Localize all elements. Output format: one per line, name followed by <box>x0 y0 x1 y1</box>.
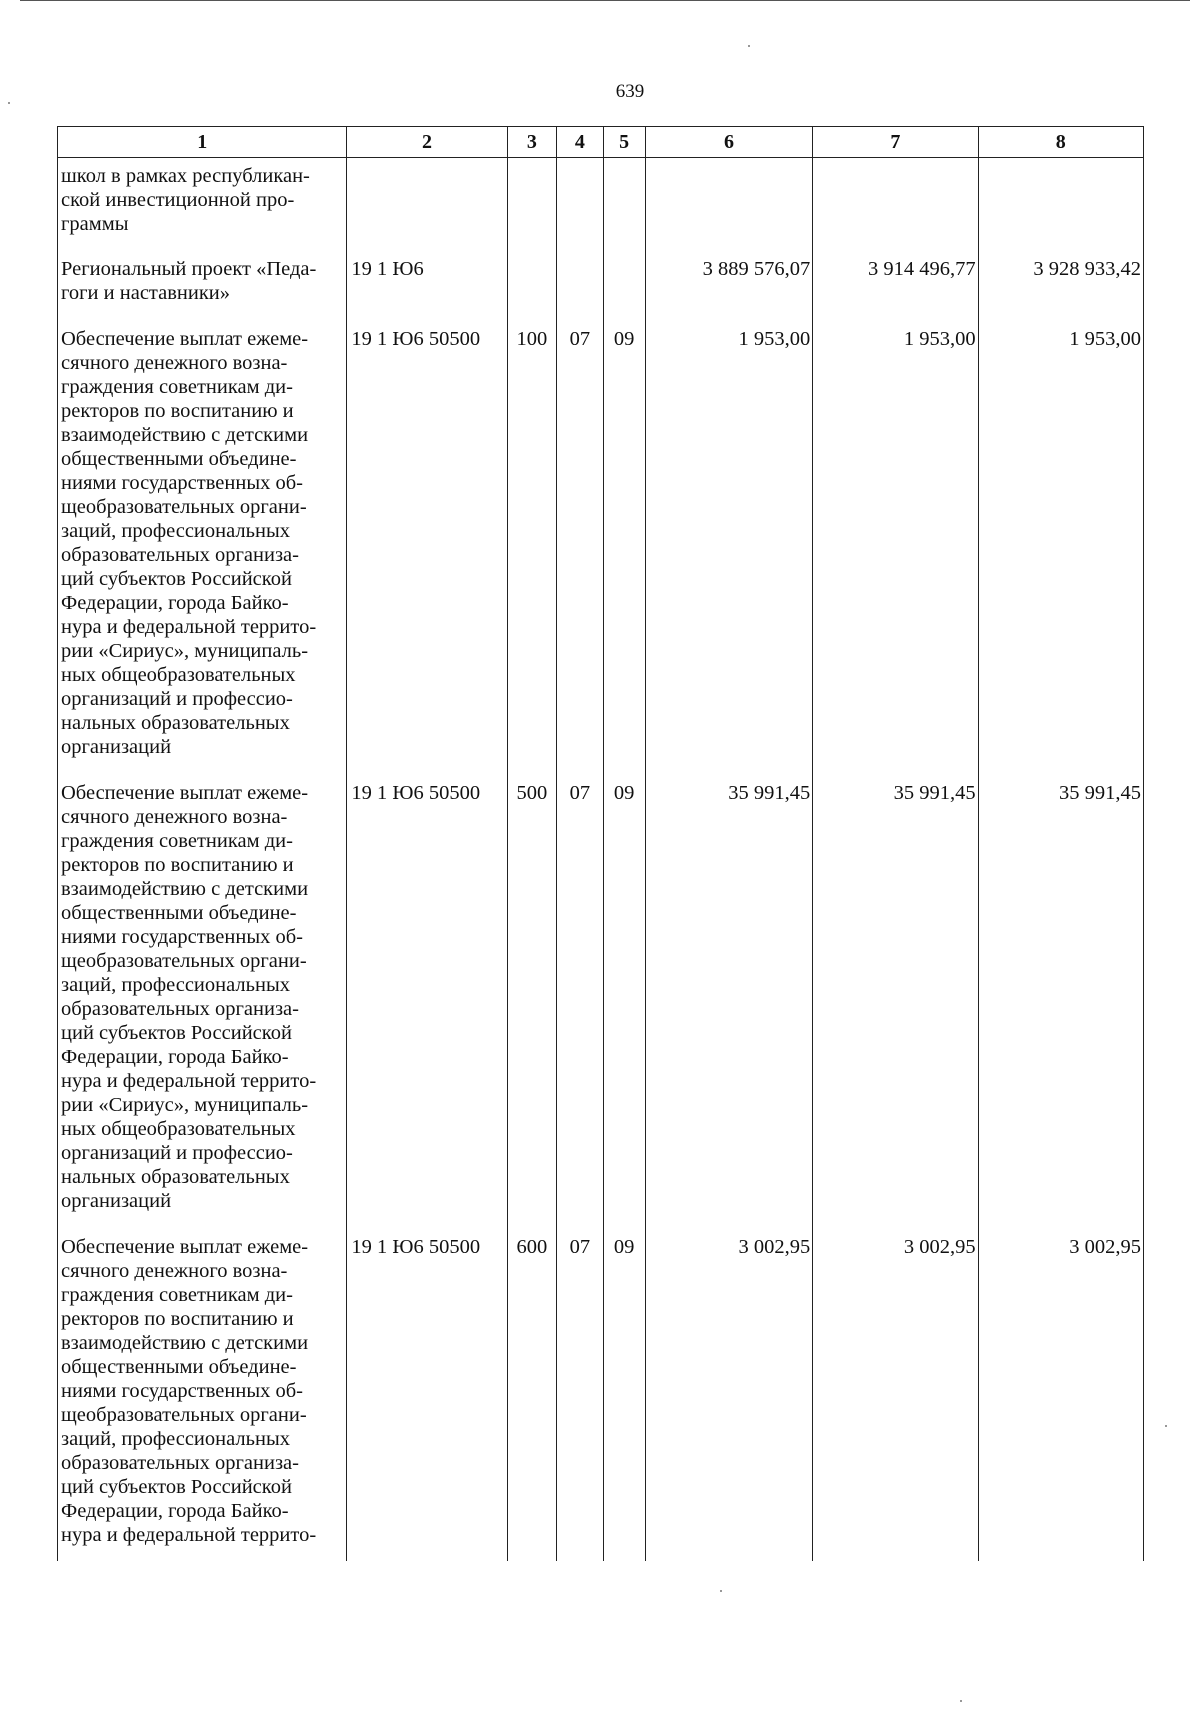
column-header: 2 <box>347 127 507 158</box>
item-name-line: нура и федеральной террито- <box>61 1070 317 1092</box>
item-name-line: общественными объедине- <box>61 902 297 924</box>
expense-type-cell: 100 <box>507 327 556 781</box>
item-name-line: заций, профессиональных <box>61 520 290 542</box>
item-name-line: заций, профессиональных <box>61 974 290 996</box>
item-name-line: рии «Сириус», муниципаль- <box>61 1094 309 1116</box>
amount-year1-cell: 35 991,45 <box>645 781 812 1235</box>
item-name-line: школ в рамках республикан- <box>61 165 310 187</box>
item-name-cell <box>58 257 347 327</box>
item-name-line: Федерации, города Байко- <box>61 592 289 614</box>
header-row <box>58 127 1144 158</box>
amount-year2-cell: 35 991,45 <box>813 781 978 1235</box>
expense-type-cell: 600 <box>507 1235 556 1561</box>
item-name-line: щеобразовательных органи- <box>61 496 307 518</box>
item-name-line: ных общеобразовательных <box>61 1118 296 1140</box>
item-name-line: ций субъектов Российской <box>61 1022 292 1044</box>
section-cell: 07 <box>557 327 603 781</box>
amount-year1-cell: 3 002,95 <box>645 1235 812 1561</box>
item-name-line: сячного денежного возна- <box>61 1260 288 1282</box>
item-name-line: образовательных организа- <box>61 998 299 1020</box>
item-name-cell <box>58 781 347 1235</box>
amount-year2-cell: 1 953,00 <box>813 327 978 781</box>
item-name-line: ниями государственных об- <box>61 472 303 494</box>
amount-year1-cell <box>645 158 812 258</box>
budget-code-cell: 19 1 Ю6 50500 <box>347 1235 507 1561</box>
item-name-line: Обеспечение выплат ежеме- <box>61 328 309 350</box>
expense-type-cell <box>507 158 556 258</box>
subsection-cell: 09 <box>603 781 645 1235</box>
item-name-line: нальных образовательных <box>61 712 290 734</box>
item-name-line: образовательных организа- <box>61 544 299 566</box>
item-name-line: взаимодействию с детскими <box>61 1332 309 1354</box>
item-name-line: ных общеобразовательных <box>61 664 296 686</box>
item-name-line: нура и федеральной террито- <box>61 1524 317 1546</box>
budget-code-cell <box>347 158 507 258</box>
column-header: 1 <box>58 127 347 158</box>
table-row <box>58 781 1144 1235</box>
amount-year3-cell <box>978 158 1143 258</box>
item-name-cell <box>58 327 347 781</box>
item-name-line: граждения советникам ди- <box>61 1284 293 1306</box>
page-number: 639 <box>615 81 645 102</box>
subsection-cell: 09 <box>603 1235 645 1561</box>
section-cell: 07 <box>557 781 603 1235</box>
scan-speck <box>8 102 10 104</box>
item-name-line: нальных образовательных <box>61 1166 290 1188</box>
budget-code-cell: 19 1 Ю6 <box>347 257 507 327</box>
amount-year2-cell <box>813 158 978 258</box>
item-name-line: взаимодействию с детскими <box>61 424 309 446</box>
item-name-line: сячного денежного возна- <box>61 352 288 374</box>
table-body <box>58 158 1144 1562</box>
item-name-line: гоги и наставники» <box>61 282 231 304</box>
item-name-line: ниями государственных об- <box>61 926 303 948</box>
item-name-line: ций субъектов Российской <box>61 568 292 590</box>
column-header: 6 <box>645 127 812 158</box>
scan-speck <box>748 45 750 47</box>
table-row <box>58 257 1144 327</box>
item-name-line: ниями государственных об- <box>61 1380 303 1402</box>
subsection-cell <box>603 257 645 327</box>
column-header: 7 <box>813 127 978 158</box>
amount-year3-cell: 35 991,45 <box>978 781 1143 1235</box>
amount-year1-cell: 3 889 576,07 <box>645 257 812 327</box>
item-name-line: организаций и профессио- <box>61 1142 293 1164</box>
column-header: 8 <box>978 127 1143 158</box>
table-row <box>58 158 1144 258</box>
item-name-line: щеобразовательных органи- <box>61 950 307 972</box>
amount-year3-cell: 1 953,00 <box>978 327 1143 781</box>
budget-table <box>57 126 1144 1561</box>
expense-type-cell <box>507 257 556 327</box>
table-row <box>58 1235 1144 1561</box>
section-cell <box>557 158 603 258</box>
item-name-line: ской инвестиционной про- <box>61 189 295 211</box>
item-name-line: Обеспечение выплат ежеме- <box>61 782 309 804</box>
item-name-line: ректоров по воспитанию и <box>61 854 294 876</box>
item-name-line: граммы <box>61 213 129 235</box>
amount-year2-cell: 3 002,95 <box>813 1235 978 1561</box>
item-name-line: заций, профессиональных <box>61 1428 290 1450</box>
item-name-line: нура и федеральной террито- <box>61 616 317 638</box>
amount-year1-cell: 1 953,00 <box>645 327 812 781</box>
item-name-line: общественными объедине- <box>61 448 297 470</box>
amount-year2-cell: 3 914 496,77 <box>813 257 978 327</box>
amount-year3-cell: 3 002,95 <box>978 1235 1143 1561</box>
item-name-line: граждения советникам ди- <box>61 376 293 398</box>
item-name-line: Региональный проект «Педа- <box>61 258 317 280</box>
column-header: 5 <box>603 127 645 158</box>
item-name-line: граждения советникам ди- <box>61 830 293 852</box>
item-name-line: ректоров по воспитанию и <box>61 400 294 422</box>
budget-code-cell: 19 1 Ю6 50500 <box>347 781 507 1235</box>
item-name-line: Обеспечение выплат ежеме- <box>61 1236 309 1258</box>
item-name-cell <box>58 1235 347 1561</box>
item-name-line: образовательных организа- <box>61 1452 299 1474</box>
item-name-line: Федерации, города Байко- <box>61 1500 289 1522</box>
subsection-cell <box>603 158 645 258</box>
item-name-line: Федерации, города Байко- <box>61 1046 289 1068</box>
column-header: 3 <box>507 127 556 158</box>
item-name-line: сячного денежного возна- <box>61 806 288 828</box>
column-header: 4 <box>557 127 603 158</box>
amount-year3-cell: 3 928 933,42 <box>978 257 1143 327</box>
table-row <box>58 327 1144 781</box>
section-cell: 07 <box>557 1235 603 1561</box>
item-name-line: щеобразовательных органи- <box>61 1404 307 1426</box>
item-name-line: организаций <box>61 736 172 758</box>
expense-type-cell: 500 <box>507 781 556 1235</box>
section-cell <box>557 257 603 327</box>
item-name-line: взаимодействию с детскими <box>61 878 309 900</box>
item-name-line: ректоров по воспитанию и <box>61 1308 294 1330</box>
scan-top-edge <box>20 0 1190 1</box>
scan-speck <box>1165 1425 1167 1427</box>
item-name-line: общественными объедине- <box>61 1356 297 1378</box>
item-name-line: организаций и профессио- <box>61 688 293 710</box>
item-name-line: ций субъектов Российской <box>61 1476 292 1498</box>
scan-speck <box>960 1700 962 1702</box>
item-name-line: рии «Сириус», муниципаль- <box>61 640 309 662</box>
item-name-cell <box>58 158 347 258</box>
budget-code-cell: 19 1 Ю6 50500 <box>347 327 507 781</box>
scan-speck <box>720 1590 722 1592</box>
subsection-cell: 09 <box>603 327 645 781</box>
item-name-line: организаций <box>61 1190 172 1212</box>
